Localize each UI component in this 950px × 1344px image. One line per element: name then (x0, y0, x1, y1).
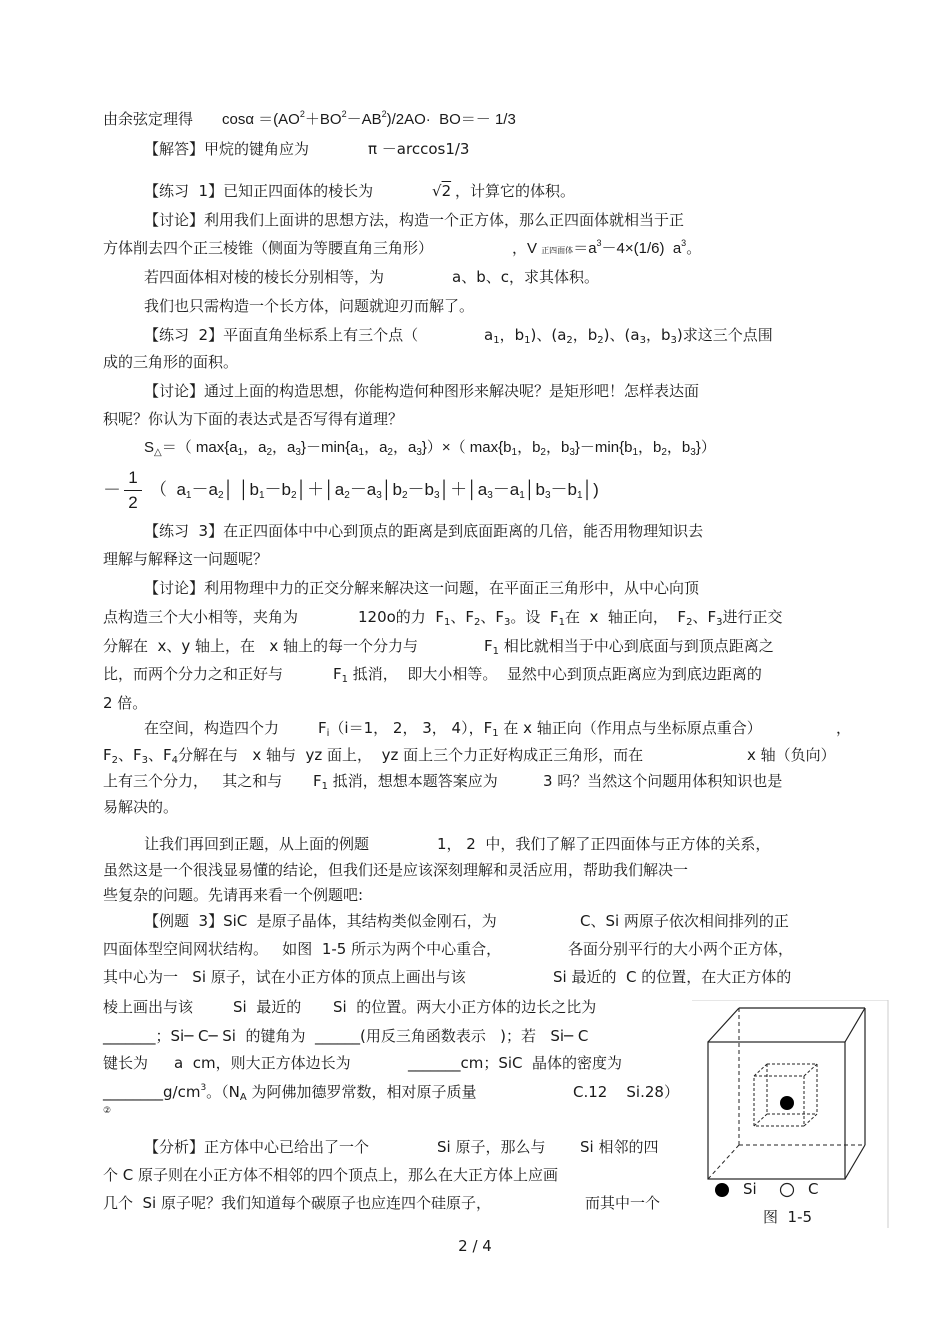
text: │b (524, 480, 545, 499)
text: 些复杂的问题。先请再来看一个例题吧: (103, 886, 364, 904)
subscript: 1 (558, 617, 565, 628)
text: │b (381, 480, 402, 499)
subscript: 1 (321, 781, 329, 792)
subscript-label: 正四面体 (541, 246, 574, 255)
text: 进行正交 (722, 608, 783, 626)
text: _______cm；SiC 晶体的密度为 (408, 1054, 623, 1072)
text: 、F (148, 746, 172, 764)
superscript: 2 (341, 109, 347, 119)
subscript: A (239, 1092, 247, 1103)
text: a (484, 326, 494, 344)
text: ，b (517, 439, 541, 456)
text: Si 相邻的四 (580, 1138, 659, 1156)
subscript: 3 (433, 490, 440, 501)
text: 在 x 轴正向（作用点与坐标原点重合） (503, 719, 762, 737)
subscript: 1 (493, 335, 500, 346)
text: 120o的力 F (358, 608, 444, 626)
text: Si 最近的 (233, 998, 302, 1016)
superscript: 3 (200, 1083, 207, 1093)
text: ＝a (573, 240, 597, 257)
subscript: △ (154, 447, 162, 458)
text: ，b (645, 326, 671, 344)
large-cube-edge (845, 1145, 865, 1179)
superscript: 2 (381, 109, 387, 119)
text: 方体削去四个正三棱锥（侧面为等腰直角三角形） (103, 240, 434, 257)
text: │ │b (223, 480, 259, 499)
subscript: 2 (597, 335, 604, 346)
subscript: 2 (217, 490, 224, 501)
text: 其中心为一 Si 原子，试在小正方体的顶点上画出与该 (103, 968, 466, 986)
text: 【练习 3】在正四面体中中心到顶点的距离是到底面距离的几倍，能否用物理知识去 (144, 522, 704, 540)
text: ＝（ max{a (161, 439, 238, 456)
text: ，计算它的体积。 (455, 182, 576, 200)
text: 个 C 原子则在小正方体不相邻的四个顶点上，那么在大正方体上应画 (103, 1166, 559, 1184)
subscript: 1 (632, 447, 638, 458)
text: │) (582, 480, 599, 499)
text: 【讨论】利用物理中力的正交分解来解决这一问题，在平面正三角形中，从中心向顶 (144, 579, 700, 597)
subscript: 3 (690, 447, 696, 458)
text: )/2AO· BO＝－ 1/3 (386, 111, 516, 128)
text: 在空间，构造四个力 (144, 719, 280, 737)
text: │＋│a (296, 480, 345, 499)
si-atom-center (780, 1096, 794, 1110)
text: ＋BO (304, 111, 342, 128)
text: cosα ＝(AO (222, 111, 300, 128)
text: 虽然这是一个很浅显易懂的结论，但我们还是应该深刻理解和灵活应用，帮助我们解决一 (103, 861, 689, 879)
fraction-bar (124, 490, 142, 491)
text: π －arccos1/3 (368, 140, 470, 158)
subscript: 3 (716, 617, 723, 628)
text: 、F (118, 746, 142, 764)
subscript: 3 (141, 755, 149, 766)
subscript: 2 (540, 447, 546, 458)
text: ，b (545, 439, 570, 456)
subscript: 1 (443, 617, 451, 628)
large-cube-edge (845, 1008, 865, 1042)
text: a cm，则大正方体边长为 (174, 1054, 351, 1072)
large-cube-front-face (708, 1042, 845, 1179)
text: 1， 2 中，我们了解了正四面体与正方体的关系， (437, 835, 771, 853)
subscript: 2 (111, 755, 119, 766)
subscript: 2 (566, 335, 573, 346)
text: )、(a (530, 326, 567, 344)
subscript: 3 (569, 447, 575, 458)
text: 【分析】正方体中心已给出了一个 (144, 1138, 370, 1156)
text: －AB (346, 111, 382, 128)
subscript: 1 (258, 490, 265, 501)
figure-caption: 图 1-5 (763, 1208, 813, 1226)
text: )求这三个点围 (676, 326, 773, 344)
text: 抵消， 即大小相等。 显然中心到顶点距离应为到底边距离的 (352, 665, 762, 683)
text: ，V (512, 240, 538, 257)
text: ，b (499, 326, 525, 344)
subscript: 2 (661, 447, 667, 458)
text: │＋│a (439, 480, 488, 499)
fraction-denominator: 2 (128, 493, 138, 512)
figure-1-5 (690, 1000, 890, 1230)
subscript: 2 (266, 447, 273, 458)
text: C.12 Si.28） (573, 1083, 679, 1101)
small-cube-edge (754, 1064, 767, 1076)
text: }） (695, 439, 716, 456)
text: ，b (666, 439, 691, 456)
text: 为阿佛加德罗常数，相对原子质量 (251, 1083, 477, 1101)
text: 在 x 轴正向， F (564, 608, 687, 626)
small-cube-edge (754, 1114, 767, 1126)
text: }）×（ max{b (421, 439, 512, 456)
text: )、(a (603, 326, 640, 344)
text: S (144, 439, 155, 456)
text: 让我们再回到正题，从上面的例题 (144, 835, 370, 853)
text: 若四面体相对棱的棱长分别相等，为 (144, 268, 385, 286)
si-legend-dot (715, 1183, 729, 1197)
text: 键长为 (103, 1054, 149, 1072)
fraction-numerator: 1 (128, 468, 138, 487)
text: －b (407, 480, 434, 499)
large-cube-hidden-edge (708, 1145, 739, 1179)
subscript: 1 (519, 490, 525, 501)
text: F (103, 746, 112, 764)
text: －b (550, 480, 577, 499)
text: a、b、c，求其体积。 (452, 268, 599, 286)
text: F (484, 637, 493, 655)
text: －a (191, 480, 218, 499)
large-cube-edge (708, 1008, 739, 1042)
subscript: 3 (416, 447, 422, 458)
text: ，b (638, 439, 662, 456)
superscript: 3 (596, 238, 602, 248)
subscript: i (326, 728, 330, 739)
text: ，a (272, 439, 296, 456)
text: 易解决的。 (103, 798, 179, 816)
text: －b (264, 480, 291, 499)
subscript: 2 (401, 490, 408, 501)
text: 。（N (206, 1083, 240, 1101)
text: 、F (692, 608, 717, 626)
text: Si 的位置。两大小正方体的边长之比为 (333, 998, 597, 1016)
text: }－min{a (300, 439, 359, 456)
subscript: 1 (237, 447, 244, 458)
c-legend-circle (781, 1184, 794, 1197)
text: 理解与解释这一问题呢？ (103, 550, 269, 568)
text: 成的三角形的面积。 (103, 353, 239, 371)
text: 分解在与 x 轴与 yz 面上， yz 面上三个力正好构成正三角形，而在 (178, 746, 644, 764)
subscript: 1 (492, 728, 499, 739)
subscript: 3 (376, 490, 382, 501)
text: 各面分别平行的大小两个正方体， (568, 940, 794, 958)
text: 点构造三个大小相等，夹角为 (103, 608, 299, 626)
subscript: 4 (171, 755, 179, 766)
text: F (333, 665, 342, 683)
subscript: 1 (492, 646, 500, 657)
subscript: 3 (504, 617, 511, 628)
subscript: 3 (544, 490, 551, 501)
text: －a (349, 480, 377, 499)
subscript: 3 (487, 490, 493, 501)
legend-c-label: C (808, 1180, 819, 1198)
text: Si 最近的 C 的位置，在大正方体的 (553, 968, 792, 986)
subscript: 3 (639, 335, 646, 346)
text: 、F (450, 608, 474, 626)
text: 。设 F (510, 608, 559, 626)
page-number: 2 / 4 (458, 1237, 492, 1255)
text: ，a (392, 439, 417, 456)
text: 比，而两个分力之和正好与 (103, 665, 284, 683)
text: C、Si 两原子依次相间排列的正 (580, 912, 789, 930)
text: 分解在 x、y 轴上，在 x 轴上的每一个分力与 (103, 637, 419, 655)
subscript: 2 (474, 617, 481, 628)
text: 【讨论】利用我们上面讲的思想方法，构造一个正方体，那么正四面体就相当于正 (144, 211, 685, 229)
text: 【练习 2】平面直角坐标系上有三个点（ (144, 326, 419, 344)
subscript: 1 (524, 335, 531, 346)
subscript: 3 (295, 447, 301, 458)
superscript: 3 (681, 238, 687, 248)
text: 四面体型空间网状结构。 如图 1-5 所示为两个中心重合， (103, 940, 502, 958)
cube-diagram (690, 1000, 890, 1230)
text: 几个 Si 原子呢？我们知道每个碳原子也应连四个硅原子， (103, 1194, 491, 1212)
text: 【练习 1】已知正四面体的棱长为 (144, 182, 374, 200)
subscript: 1 (576, 490, 583, 501)
text: }－min{b (574, 439, 633, 456)
small-cube-edge (804, 1114, 817, 1126)
text: 【解答】甲烷的键角应为 (144, 140, 310, 158)
text: ，b (572, 326, 598, 344)
subscript: 1 (185, 490, 192, 501)
text: ，a (364, 439, 388, 456)
legend-si-label: Si (743, 1180, 757, 1198)
text: 相比就相当于中心到底面与到顶点距离之 (503, 637, 774, 655)
text: 3 吗？当然这个问题用体积知识也是 (543, 772, 783, 790)
text: ， (836, 719, 852, 737)
text: x 轴（负向） (747, 746, 836, 764)
text: 上有三个分力， 其之和与 (103, 772, 283, 790)
superscript: 2 (299, 109, 305, 119)
subscript: 1 (511, 447, 518, 458)
text: 【讨论】通过上面的构造思想，你能构造何种图形来解决呢？是矩形吧！怎样表达面 (144, 382, 700, 400)
text: F (313, 772, 322, 790)
subscript: 1 (341, 674, 349, 685)
text: 而其中一个 (585, 1194, 661, 1212)
subscript: 2 (290, 490, 297, 501)
subscript: 2 (686, 617, 693, 628)
text: 2 (441, 182, 452, 200)
subscript: 1 (358, 447, 365, 458)
text: F (318, 719, 327, 737)
text: －a (492, 480, 520, 499)
text: 2 倍。 (103, 694, 148, 712)
text: 【例题 3】SiC 是原子晶体，其结构类似金刚石，为 (144, 912, 497, 930)
text: Si 原子，那么与 (437, 1138, 546, 1156)
footnote-mark: ② (103, 1106, 112, 1116)
minus-sign: － (103, 480, 121, 500)
text: （i＝1， 2， 3， 4），F (329, 719, 493, 737)
text: 、F (480, 608, 505, 626)
text: 抵消，想想本题答案应为 (332, 772, 498, 790)
text: －4×(1/6) a (601, 240, 682, 257)
text: ________g/cm (103, 1083, 201, 1101)
small-cube-edge (804, 1064, 817, 1076)
text: 积呢？你认为下面的表达式是否写得有道理？ (103, 410, 404, 428)
subscript: 2 (387, 447, 393, 458)
text: ，a (243, 439, 267, 456)
text: （ a (150, 480, 186, 499)
text: 由余弦定理得 (103, 111, 194, 128)
text: 棱上画出与该 (103, 998, 194, 1016)
subscript: 2 (344, 490, 350, 501)
text: _______；Si─ C─ Si 的键角为 ______(用反三角函数表示 )；若 Si─ C (103, 1027, 589, 1045)
text: 。 (686, 240, 702, 257)
text: 我们也只需构造一个长方体，问题就迎刃而解了。 (144, 297, 475, 315)
sqrt-sign: √ (432, 182, 442, 200)
subscript: 3 (670, 335, 677, 346)
